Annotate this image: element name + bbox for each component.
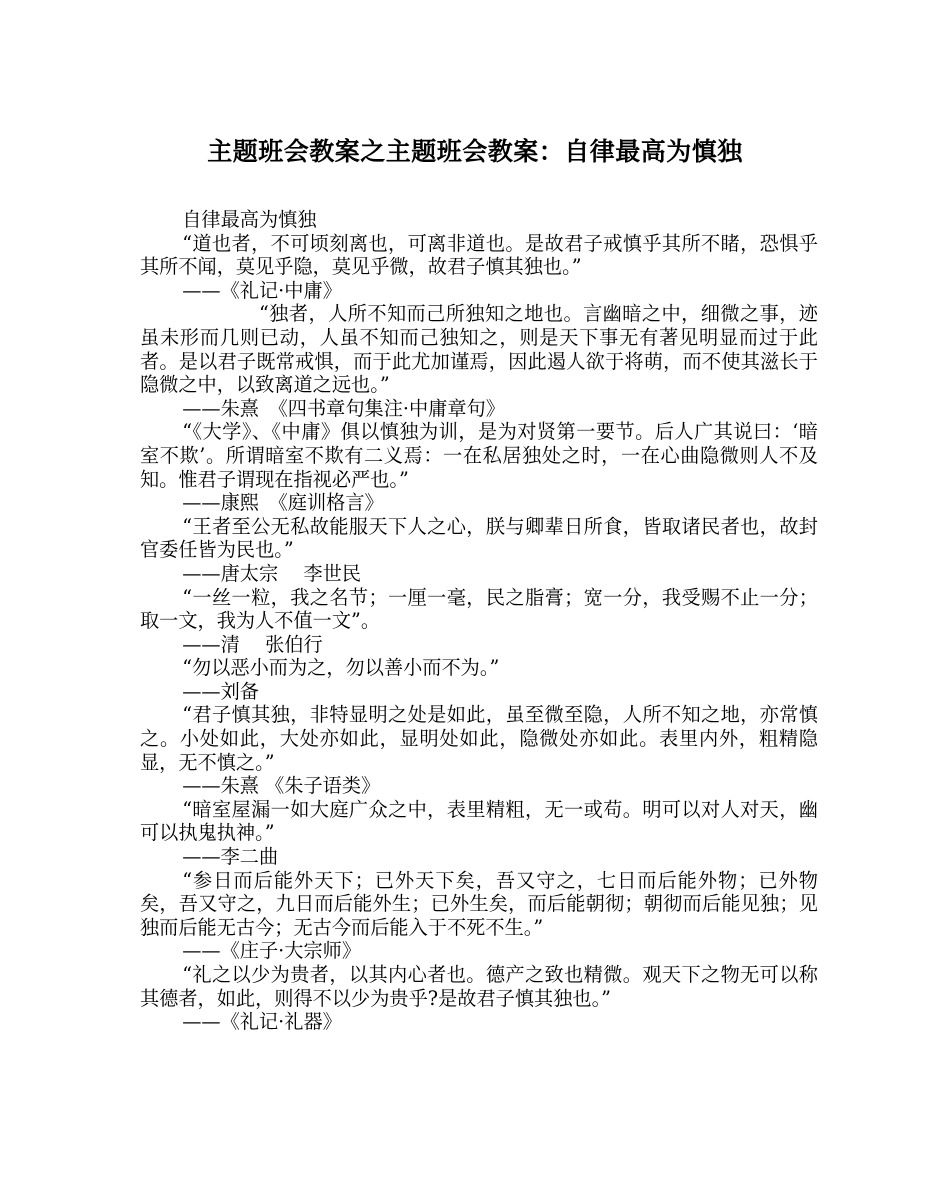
quote-paragraph: “王者至公无私故能服天下人之心，朕与卿辈日所食，皆取诸民者也，故封官委任皆为民也。” [140,514,818,562]
quote-paragraph: “《大学》、《中庸》俱以慎独为训，是为对贤第一要节。后人广其说曰：‘暗室不欺’。所谓暗室不欺有二义焉：一在私居独处之时，一在心曲隐微则人不及知。惟君子谓现在指视必严也。” [140,420,818,491]
quote-paragraph: “勿以恶小而为之，勿以善小而不为。” [182,656,500,680]
quote-attribution: ——《礼记·礼器》 [182,1010,342,1034]
quote-attribution: ——朱熹 《朱子语类》 [182,774,381,798]
quote-paragraph: “道也者，不可顷刻离也，可离非道也。是故君子戒慎乎其所不睹，恐惧乎其所不闻，莫见乎隐，莫见乎微，故君子慎其独也。” [140,231,818,279]
quote-paragraph: “参日而后能外天下；已外天下矣，吾又守之，七日而后能外物；已外物矣，吾又守之，九日而后能外生；已外生矣，而后能朝彻；朝彻而后能见独；见独而后能无古今；无古今而后能入于不死不生。” [140,868,818,939]
quote-paragraph: “礼之以少为贵者，以其内心者也。德产之致也精微。观天下之物无可以称其德者，如此，则得不以少为贵乎?是故君子慎其独也。” [140,963,818,1010]
quote-paragraph: “暗室屋漏一如大庭广众之中，表里精粗，无一或苟。明可以对人对天，幽可以执鬼执神。” [140,797,818,845]
quote-attribution: ——《礼记·中庸》 [182,278,342,302]
quote-attribution: ——朱熹 《四书章句集注·中庸章句》 [182,396,505,420]
quote-attribution: ——唐太宗 李世民 [182,561,362,585]
quote-attribution: ——《庄子·大宗师》 [182,939,362,963]
quote-paragraph: “君子慎其独，非特显明之处是如此，虽至微至隐，人所不知之地，亦常慎之。小处如此，大处亦如此，显明处如此，隐微处亦如此。表里内外，粗精隐显，无不慎之。” [140,703,818,774]
quote-paragraph: “独者，人所不知而己所独知之地也。言幽暗之中，细微之事，迹虽未形而几则已动，人虽不知而己独知之，则是天下事无有著见明显而过于此者。是以君子既常戒惧，而于此尤加谨焉，因此遏人欲于将萌，而不使其滋长于隐微之中，以致离道之远也。” [140,302,818,397]
quote-attribution: ——李二曲 [182,845,279,869]
quote-attribution: ——刘备 [182,679,259,703]
page-title: 主题班会教案之主题班会教案：自律最高为慎独 [207,137,743,166]
quote-paragraph: “一丝一粒，我之名节；一厘一毫，民之脂膏；宽一分，我受赐不止一分；取一文，我为人不值一文”。 [140,585,818,633]
document-body [140,208,818,1034]
section-subtitle: 自律最高为慎独 [182,208,317,231]
quote-attribution: ——清 张伯行 [182,632,323,656]
quote-attribution: ——康熙 《庭训格言》 [182,491,384,515]
